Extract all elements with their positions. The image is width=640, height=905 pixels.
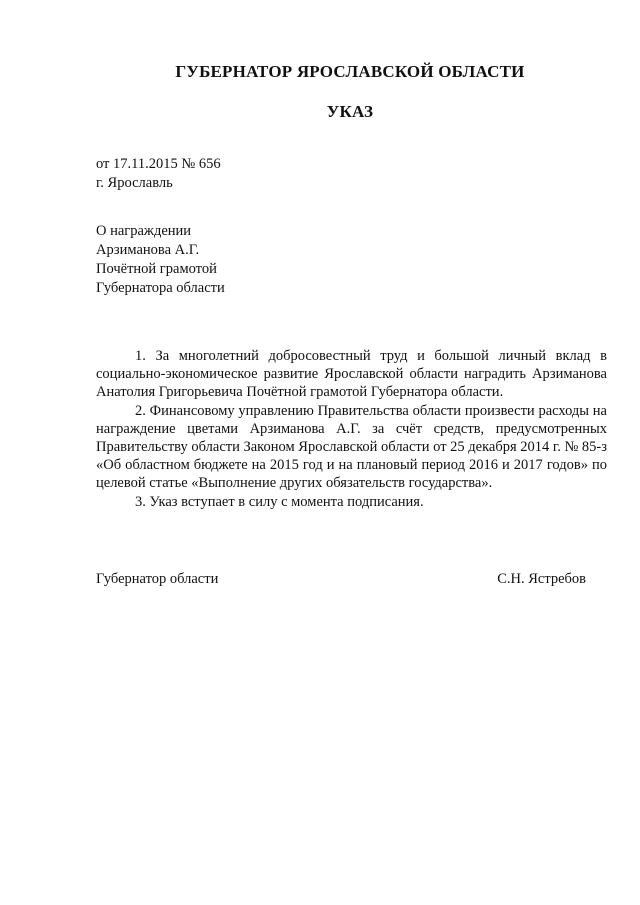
subject-line: О награждении (96, 223, 192, 239)
date-number-line: от 17.11.2015 № 656 (96, 156, 221, 172)
signature-position: Губернатор области (96, 571, 219, 587)
subject-line: Губернатора области (96, 280, 225, 296)
paragraph-1: 1. За многолетний добросовестный труд и большой личный вклад в социально-экономическое развитие Ярославской области наградить Арзиманова Анатолия Григорьевича Почётной грамотой Губернатора области. (96, 348, 607, 401)
signature-name: С.Н. Ястребов (497, 571, 586, 587)
subject-line: Арзиманова А.Г. (96, 242, 200, 258)
city-line: г. Ярославль (96, 175, 173, 191)
subject-line: Почётной грамотой (96, 261, 217, 277)
subject-block (96, 222, 225, 298)
authority-title: ГУБЕРНАТОР ЯРОСЛАВСКОЙ ОБЛАСТИ (175, 62, 525, 81)
paragraph-3: 3. Указ вступает в силу с момента подписания. (135, 493, 424, 510)
decree-body (96, 347, 607, 511)
document-meta (96, 155, 221, 193)
document-type-title: УКАЗ (326, 102, 374, 121)
paragraph-2: 2. Финансовому управлению Правительства области произвести расходы на награждение цветами Арзиманова А.Г. за счёт средств, предусмотренных Правительству области Законом Ярославской области от 25 декабря 2014 г. № 85-з «Об областном бюджете на 2015 год и на плановый период 2016 и 2017 годов» по целевой статье «Выполнение других обязательств государства». (96, 402, 607, 492)
